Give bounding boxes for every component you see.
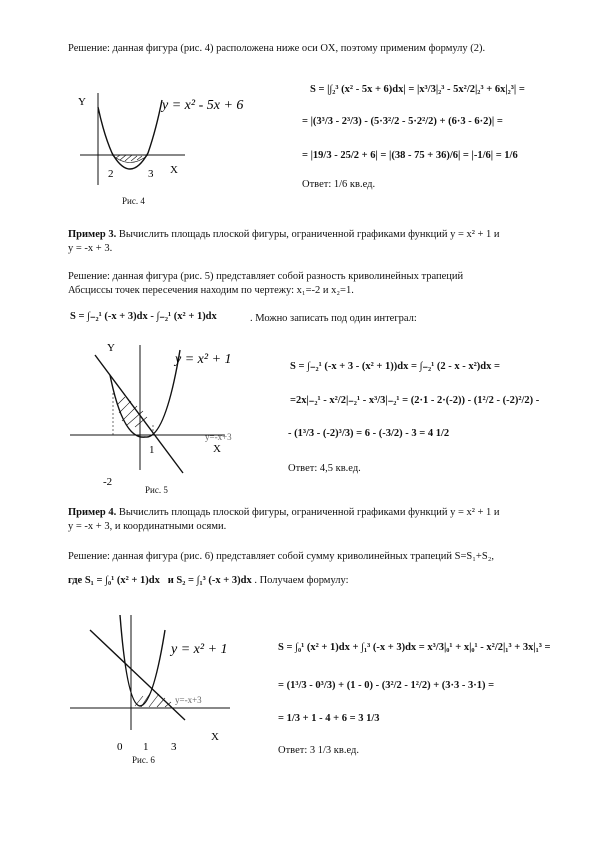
parabola-curve: [98, 100, 162, 169]
s2-formula: и S₂ = ∫₁³ (-x + 3)dx: [167, 575, 252, 586]
solution-text-1: Решение: данная фигура (рис. 4) расположена ниже оси OX, поэтому применим формулу (2).: [68, 43, 486, 54]
eq2-line2: =2x|₋₂¹ - x²/2|₋₂¹ - x³/3|₋₂¹ = (2·1 - 2·(-2)) - (1²/2 - (-2)²/2) -: [290, 395, 540, 406]
graph-label: y = x² - 5x + 6: [162, 98, 244, 113]
formula-note: . Получаем формулу:: [254, 575, 349, 586]
answer-3: Ответ: 3 1/3 кв.ед.: [278, 745, 359, 756]
formula-2: S = ∫₋₂¹ (-x + 3)dx - ∫₋₂¹ (x² + 1)dx: [70, 311, 217, 322]
s1-formula: где S₁ = ∫₀¹ (x² + 1)dx: [68, 575, 160, 586]
example-3-block: [68, 228, 500, 241]
eq3-line2: = (1³/3 - 0³/3) + (1 - 0) - (3²/2 - 1²/2) + (3·3 - 3·1) =: [278, 680, 495, 691]
graph-label: y = x² + 1: [175, 352, 232, 367]
figure-4: [70, 85, 260, 215]
example-4-task-2: y = -x + 3, и координатными осями.: [68, 521, 227, 532]
axis-x-label: X: [213, 443, 221, 455]
fig4-caption: Рис. 4: [122, 196, 145, 206]
example-4-title: Пример 4.: [68, 507, 117, 518]
hatch-lines: [135, 692, 171, 707]
figure-5: [65, 335, 295, 495]
fig6-caption: Рис. 6: [132, 755, 155, 765]
parabola-curve: [120, 615, 165, 706]
formula-2-note: . Можно записать под один интеграл:: [250, 313, 417, 324]
tick-0: 0: [117, 741, 123, 753]
tick-2: 2: [108, 168, 114, 180]
example-3-task: Вычислить площадь плоской фигуры, ограниченной графиками функций y = x² + 1 и: [118, 229, 500, 240]
example-3-title: Пример 3.: [68, 229, 117, 240]
graph-label: y = x² + 1: [171, 642, 228, 657]
answer-1: Ответ: 1/6 кв.ед.: [302, 179, 376, 190]
solution-text-3b: [68, 574, 349, 587]
example-3-task-2: y = -x + 3.: [68, 243, 113, 254]
example-4-block: [68, 506, 500, 519]
axis-x-label: X: [211, 731, 219, 743]
line-y-minus-x-plus-3: [95, 355, 183, 473]
example-4-task: Вычислить площадь плоской фигуры, ограниченной графиками функций y = x² + 1 и: [118, 507, 500, 518]
axis-y-label: Y: [78, 96, 86, 108]
figure-6: [65, 610, 295, 770]
line-label: y=-x+3: [205, 432, 232, 442]
tick-minus-2: -2: [103, 476, 113, 488]
axis-x-label: X: [170, 164, 178, 176]
eq3-line1: S = ∫₀¹ (x² + 1)dx + ∫₁³ (-x + 3)dx = x³/3|₀¹ + x|₀¹ - x²/2|₁³ + 3x|₁³ =: [278, 642, 551, 653]
tick-3: 3: [171, 741, 177, 753]
axis-y-label: Y: [107, 342, 115, 354]
solution-text-2: Решение: данная фигура (рис. 5) представляет собой разность криволинейных трапеций: [68, 271, 464, 282]
solution-text-3: Решение: данная фигура (рис. 6) представляет собой сумму криволинейных трапеций S=S₁+S₂,: [68, 551, 494, 562]
eq2-line1: S = ∫₋₂¹ (-x + 3 - (x² + 1))dx = ∫₋₂¹ (2 - x - x²)dx =: [290, 361, 500, 372]
eq2-line3: - (1³/3 - (-2)³/3) = 6 - (-3/2) - 3 = 4 1/2: [288, 428, 450, 439]
tick-3: 3: [148, 168, 154, 180]
tick-1: 1: [149, 444, 155, 456]
answer-2: Ответ: 4,5 кв.ед.: [288, 463, 361, 474]
eq1-line3: = |19/3 - 25/2 + 6| = |(38 - 75 + 36)/6| = |-1/6| = 1/6: [302, 150, 518, 161]
eq1-line2: = |(3³/3 - 2³/3) - (5·3²/2 - 5·2²/2) + (6·3 - 6·2)| =: [302, 116, 503, 127]
line-label: y=-x+3: [175, 695, 202, 705]
hatch-lines: [117, 397, 147, 427]
eq1-line1: S = |∫₂³ (x² - 5x + 6)dx| = |x³/3|₂³ - 5x²/2|₂³ + 6x|₂³| =: [310, 84, 525, 95]
parabola-curve: [110, 350, 180, 437]
solution-text-2b: Абсциссы точек пересечения находим по чертежу: x₁=-2 и x₂=1.: [68, 285, 354, 296]
fig5-caption: Рис. 5: [145, 485, 168, 495]
tick-1: 1: [143, 741, 149, 753]
eq3-line3: = 1/3 + 1 - 4 + 6 = 3 1/3: [278, 713, 380, 724]
